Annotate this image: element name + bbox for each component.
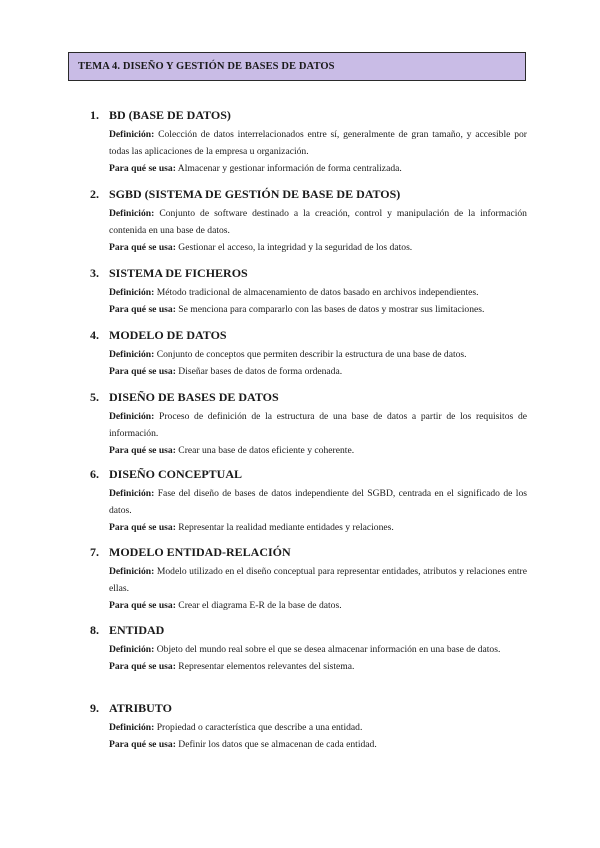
glossary-term (90, 701, 527, 753)
use-label: Para qué se usa: (109, 445, 176, 456)
term-title: SISTEMA DE FICHEROS (109, 266, 248, 280)
use-text: Crear una base de datos eficiente y coherente. (178, 445, 355, 456)
term-use (109, 736, 527, 753)
use-label: Para qué se usa: (109, 739, 176, 750)
definition-label: Definición: (109, 722, 155, 733)
definition-text: Conjunto de conceptos que permiten describir la estructura de una base de datos. (156, 349, 467, 360)
term-use (109, 519, 527, 536)
term-definition (109, 641, 527, 658)
glossary-term (90, 108, 527, 177)
definition-text: Método tradicional de almacenamiento de datos basado en archivos independientes. (156, 287, 479, 298)
definition-label: Definición: (109, 129, 155, 140)
use-label: Para qué se usa: (109, 661, 176, 672)
use-text: Gestionar el acceso, la integridad y la seguridad de los datos. (178, 242, 413, 253)
term-heading (90, 328, 527, 343)
definition-label: Definición: (109, 287, 155, 298)
term-title: DISEÑO DE BASES DE DATOS (109, 390, 279, 404)
use-text: Crear el diagrama E-R de la base de datos. (178, 600, 342, 611)
definition-text: Fase del diseño de bases de datos independiente del SGBD, centrada en el significado de los datos. (109, 488, 527, 516)
term-title: ATRIBUTO (109, 701, 172, 715)
definition-label: Definición: (109, 349, 155, 360)
use-label: Para qué se usa: (109, 304, 176, 315)
definition-label: Definición: (109, 488, 155, 499)
definition-label: Definición: (109, 208, 155, 219)
term-use (109, 301, 527, 318)
definition-label: Definición: (109, 566, 155, 577)
term-heading (90, 187, 527, 202)
definition-text: Proceso de definición de la estructura de una base de datos a partir de los requisitos de información. (109, 411, 527, 439)
glossary-term (90, 623, 527, 675)
term-use (109, 442, 527, 459)
glossary-term (90, 545, 527, 614)
use-label: Para qué se usa: (109, 600, 176, 611)
term-title: MODELO ENTIDAD-RELACIÓN (109, 545, 291, 559)
use-text: Se menciona para compararlo con las bases de datos y mostrar sus limitaciones. (178, 304, 485, 315)
term-use (109, 658, 527, 675)
glossary-term (90, 187, 527, 256)
term-definition (109, 485, 527, 519)
term-title: BD (BASE DE DATOS) (109, 108, 231, 122)
glossary-term (90, 328, 527, 380)
use-text: Representar elementos relevantes del sistema. (178, 661, 355, 672)
glossary-term (90, 390, 527, 459)
term-heading (90, 108, 527, 123)
term-title: DISEÑO CONCEPTUAL (109, 467, 243, 481)
term-definition (109, 346, 527, 363)
term-number: 5. (90, 390, 99, 404)
term-use (109, 239, 527, 256)
definition-label: Definición: (109, 411, 155, 422)
term-number: 3. (90, 266, 99, 280)
term-heading (90, 390, 527, 405)
definition-text: Propiedad o característica que describe a una entidad. (156, 722, 363, 733)
use-text: Representar la realidad mediante entidades y relaciones. (178, 522, 394, 533)
term-definition (109, 408, 527, 442)
term-definition (109, 563, 527, 597)
definition-text: Colección de datos interrelacionados entre sí, generalmente de gran tamaño, y accesible por todas las aplicaciones de la empresa u organización. (109, 129, 527, 157)
term-number: 1. (90, 108, 99, 122)
term-definition (109, 126, 527, 160)
term-title: SGBD (SISTEMA DE GESTIÓN DE BASE DE DATOS) (109, 187, 401, 201)
term-number: 8. (90, 623, 99, 637)
term-use (109, 363, 527, 380)
definition-text: Objeto del mundo real sobre el que se desea almacenar información en una base de datos. (156, 644, 501, 655)
use-label: Para qué se usa: (109, 242, 176, 253)
term-title: ENTIDAD (109, 623, 165, 637)
glossary-term (90, 467, 527, 536)
topic-header-box (68, 52, 526, 81)
glossary-term (90, 266, 527, 318)
term-definition (109, 205, 527, 239)
topic-title: TEMA 4. DISEÑO Y GESTIÓN DE BASES DE DATOS (78, 61, 335, 72)
term-heading (90, 266, 527, 281)
term-number: 9. (90, 701, 99, 715)
use-text: Almacenar y gestionar información de forma centralizada. (177, 163, 402, 174)
term-number: 2. (90, 187, 99, 201)
term-heading (90, 623, 527, 638)
use-label: Para qué se usa: (109, 522, 176, 533)
term-definition (109, 719, 527, 736)
use-text: Diseñar bases de datos de forma ordenada. (178, 366, 343, 377)
term-number: 6. (90, 467, 99, 481)
definition-text: Conjunto de software destinado a la creación, control y manipulación de la información contenida en una base de datos. (109, 208, 527, 236)
term-number: 7. (90, 545, 99, 559)
term-definition (109, 284, 527, 301)
term-use (109, 597, 527, 614)
definition-label: Definición: (109, 644, 155, 655)
term-heading (90, 467, 527, 482)
use-label: Para qué se usa: (109, 366, 176, 377)
term-heading (90, 545, 527, 560)
term-title: MODELO DE DATOS (109, 328, 227, 342)
term-use (109, 160, 527, 177)
term-heading (90, 701, 527, 716)
use-label: Para qué se usa: (109, 163, 176, 174)
term-number: 4. (90, 328, 99, 342)
definition-text: Modelo utilizado en el diseño conceptual para representar entidades, atributos y relaciones entre ellas. (109, 566, 528, 594)
use-text: Definir los datos que se almacenan de cada entidad. (178, 739, 377, 750)
